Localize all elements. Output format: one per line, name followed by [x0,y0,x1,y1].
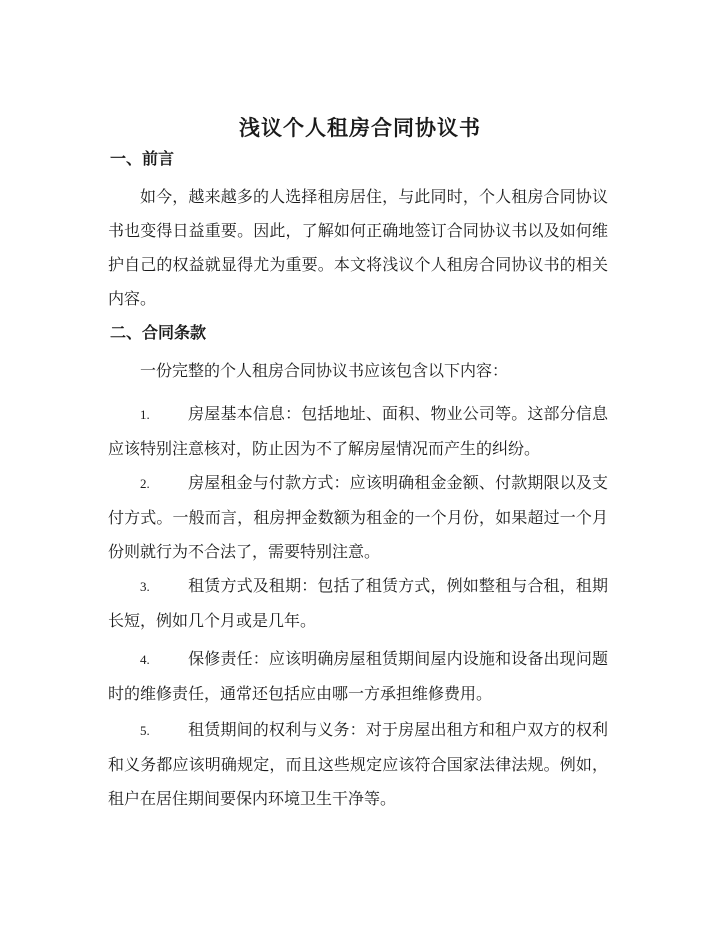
list-item-number: 5. [140,723,150,738]
list-item-text: 租赁期间的权利与义务：对于房屋出租方和租户双方的权利和义务都应该明确规定，而且这些规定应该符合国家法律法规。例如，租户在居住期间要保内环境卫生干净等。 [108,720,608,808]
document-title: 浅议个人租房合同协议书 [239,115,481,140]
section-heading-contract-terms: 二、合同条款 [110,323,207,342]
list-item [108,569,608,638]
list-item [108,713,608,816]
list-item-text: 房屋基本信息：包括地址、面积、物业公司等。这部分信息应该特别注意核对，防止因为不了解房屋情况而产生的纠纷。 [108,404,608,458]
list-item [108,642,608,711]
list-item-number: 3. [140,579,150,594]
section-heading-preface: 一、前言 [110,149,175,168]
preface-paragraph: 如今，越来越多的人选择租房居住，与此同时，个人租房合同协议书也变得日益重要。因此，了解如何正确地签订合同协议书以及如何维护自己的权益就显得尤为重要。本文将浅议个人租房合同协议书的相关内容。 [108,187,608,308]
list-item-number: 4. [140,652,150,667]
contract-terms-intro: 一份完整的个人租房合同协议书应该包含以下内容： [140,361,509,380]
list-item [108,466,608,569]
list-item-text: 房屋租金与付款方式：应该明确租金金额、付款期限以及支付方式。一般而言，租房押金数额为租金的一个月份，如果超过一个月份则就行为不合法了，需要特别注意。 [108,473,608,561]
list-item-number: 1. [140,407,150,422]
list-item-text: 保修责任：应该明确房屋租赁期间屋内设施和设备出现问题时的维修责任，通常还包括应由哪一方承担维修费用。 [108,649,608,703]
list-item-text: 租赁方式及租期：包括了租赁方式，例如整租与合租，租期长短，例如几个月或是几年。 [108,576,608,630]
list-item [108,397,608,466]
list-item-number: 2. [140,476,150,491]
